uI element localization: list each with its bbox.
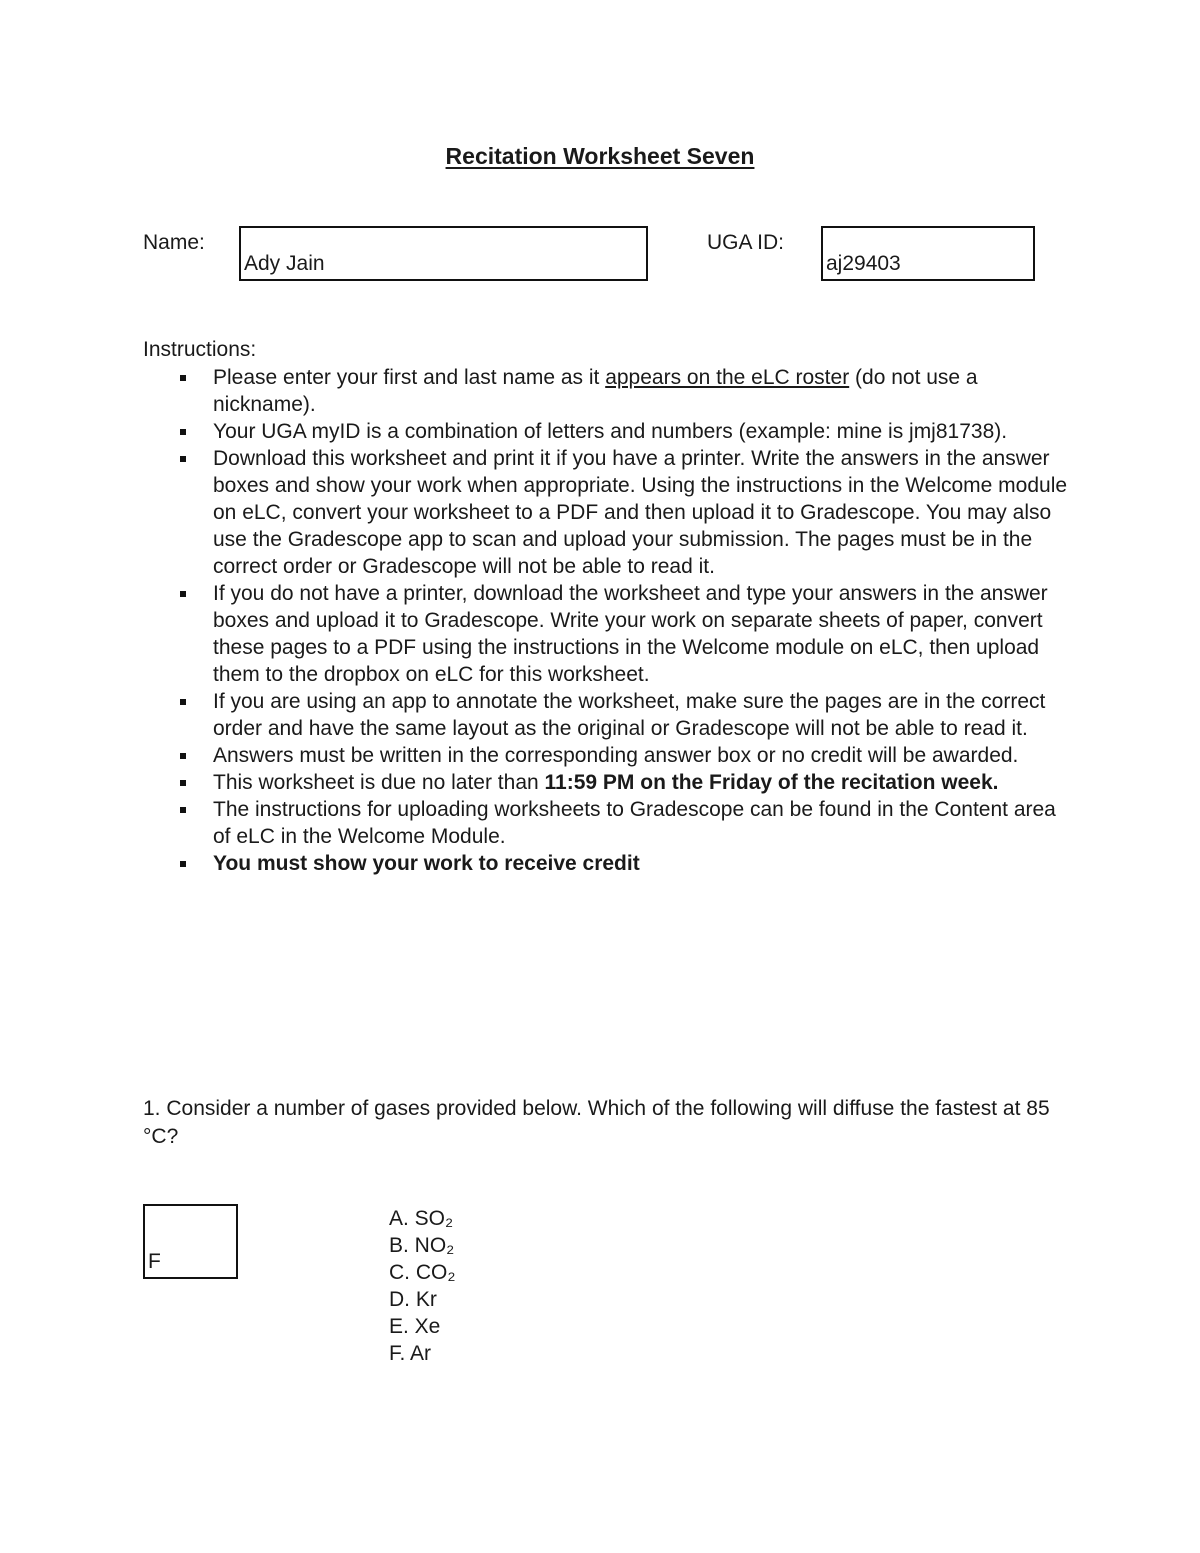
due-date-emphasis: 11:59 PM on the Friday of the recitation week. [544, 771, 999, 794]
instruction-item [143, 445, 1078, 580]
choice-a: A. SO₂ [389, 1207, 454, 1230]
instructions-heading: Instructions: [143, 338, 257, 361]
instruction-item [143, 418, 1078, 445]
instructions-list [143, 364, 1078, 877]
instruction-text: Download this worksheet and print it if you have a printer. Write the answers in the answer boxes and show your work when appropriate. Using the instructions in the Welcome module on eLC, convert your worksheet to a PDF and then upload it to Gradescope. You may also use the Gradescope app to scan and upload your submission. The pages must be in the correct order or Gradescope will not be able to read it. [213, 447, 1068, 578]
choice-c: C. CO₂ [389, 1261, 456, 1284]
show-work-emphasis: You must show your work to receive credit [213, 852, 640, 875]
roster-emphasis: appears on the eLC roster [605, 366, 850, 389]
instruction-item [143, 580, 1078, 688]
instruction-item [143, 742, 1078, 769]
instruction-text: If you are using an app to annotate the worksheet, make sure the pages are in the correct order and have the same layout as the original or Gradescope will not be able to read it. [213, 690, 1046, 740]
instruction-text: Answers must be written in the corresponding answer box or no credit will be awarded. [213, 744, 1019, 767]
instruction-text: (do not use a nickname). [213, 366, 978, 416]
uga-id-field[interactable] [821, 226, 1035, 281]
instruction-text: This worksheet is due no later than [213, 771, 545, 794]
instruction-item [143, 769, 1078, 796]
instruction-text: The instructions for uploading worksheets to Gradescope can be found in the Content area of eLC in the Welcome Module. [213, 798, 1056, 848]
name-field[interactable] [239, 226, 648, 281]
instruction-item [143, 850, 1078, 877]
instruction-text: Please enter your first and last name as it [213, 366, 606, 389]
question-1-choices [389, 1205, 456, 1367]
name-value: Ady Jain [244, 252, 325, 275]
instruction-item [143, 796, 1078, 850]
instruction-text: If you do not have a printer, download the worksheet and type your answers in the answer boxes and upload it to Gradescope. Write your work on separate sheets of paper, convert these pages to a PDF using the instructions in the Welcome module on eLC, then upload them to the dropbox on eLC for this worksheet. [213, 582, 1048, 686]
worksheet-title: Recitation Worksheet Seven [445, 143, 755, 169]
instruction-item [143, 688, 1078, 742]
uga-id-value: aj29403 [826, 252, 901, 275]
instruction-item [143, 364, 1078, 418]
uga-id-label: UGA ID: [707, 231, 785, 254]
question-1-answer-box[interactable] [143, 1204, 238, 1279]
instruction-text: Your UGA myID is a combination of letters and numbers (example: mine is jmj81738). [213, 420, 1008, 443]
choice-b: B. NO₂ [389, 1234, 455, 1257]
choice-d: D. Kr [389, 1288, 437, 1311]
question-1-answer: F [148, 1250, 161, 1273]
name-label: Name: [143, 231, 205, 254]
choice-e: E. Xe [389, 1315, 441, 1338]
choice-f: F. Ar [389, 1342, 432, 1365]
question-1-text: 1. Consider a number of gases provided below. Which of the following will diffuse the fastest at 85 °C? [143, 1097, 1050, 1148]
